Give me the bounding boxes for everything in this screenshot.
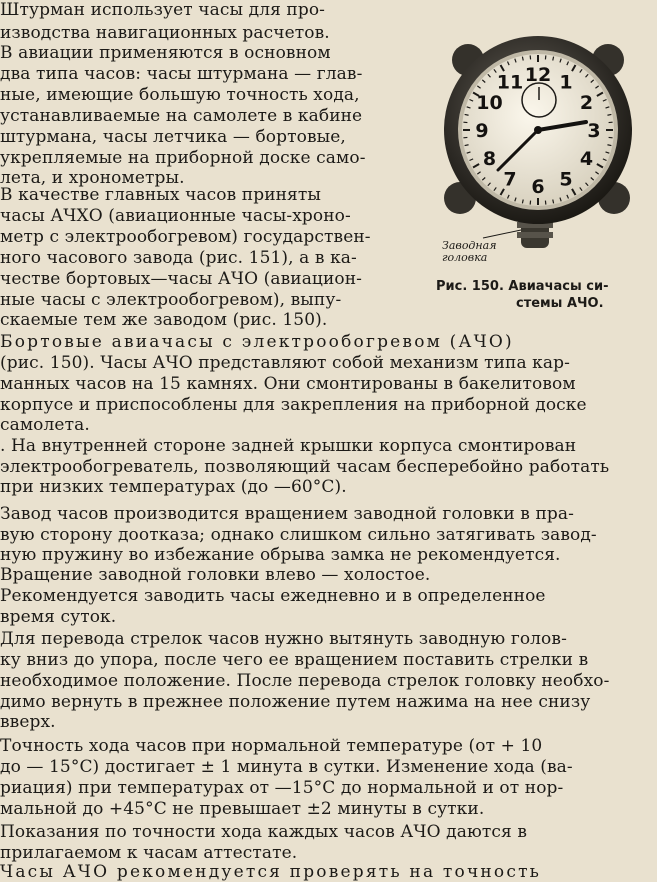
text-line: Для перевода стрелок часов нужно вытянуть заводную голов- [0, 629, 648, 649]
text-line: В авиации применяются в основном [0, 43, 418, 63]
dial-tick [465, 114, 469, 115]
text-line: до — 15°С) достигает ± 1 минута в сутки. Изменение хода (ва- [0, 757, 648, 777]
text-line: ного часового завода (рис. 151), а в ка- [0, 248, 418, 268]
dial-tick [465, 145, 469, 146]
text-line: самолета. [0, 415, 648, 435]
dial-tick [522, 199, 523, 203]
dial-numeral: 3 [587, 120, 600, 142]
dial-numeral: 5 [559, 168, 572, 190]
text-line: вую сторону доотказа; однако слишком сильно затягивать завод- [0, 525, 648, 545]
text-line: ные часы с электрообогревом), выпу- [0, 290, 418, 310]
dial-numeral: 7 [503, 168, 516, 190]
text-line: при низких температурах (до —60°С). [0, 477, 648, 497]
dial-numeral: 6 [531, 176, 544, 198]
crown-label-line: Заводная [442, 240, 522, 252]
dial-tick [607, 114, 611, 115]
text-line: ку вниз до упора, после чего ее вращением поставить стрелки в [0, 650, 648, 670]
figure-caption [436, 278, 656, 312]
crown-label-line: головка [442, 252, 522, 264]
text-line: Точность хода часов при нормальной температуре (от + 10 [0, 736, 648, 756]
text-line: укрепляемые на приборной доске само- [0, 148, 418, 168]
caption-line: стемы АЧО. [436, 295, 656, 312]
text-line: Рекомендуется заводить часы ежедневно и в определенное [0, 586, 648, 606]
text-line: электрообогреватель, позволяющий часам бесперебойно работать [0, 457, 648, 477]
text-line: устанавливаемые на самолете в кабине [0, 106, 418, 126]
caption-line: Рис. 150. Авиачасы си- [436, 278, 656, 295]
dial-numeral: 12 [525, 64, 551, 86]
text-line: Часы АЧО рекомендуется проверять на точность [0, 862, 648, 882]
text-line: честве бортовых—часы АЧО (авиацион- [0, 269, 418, 289]
text-line: Показания по точности хода каждых часов АЧО даются в [0, 822, 648, 842]
dial-numeral: 11 [497, 72, 523, 94]
text-line: (рис. 150). Часы АЧО представляют собой механизм типа кар- [0, 353, 648, 373]
dial-tick [553, 199, 554, 203]
text-line: изводства навигационных расчетов. [0, 23, 418, 43]
dial-numeral: 8 [483, 148, 496, 170]
text-line: скаемые тем же заводом (рис. 150). [0, 310, 418, 330]
dial-numeral: 10 [476, 92, 502, 114]
text-line: часы АЧХО (авиационные часы-хроно- [0, 206, 418, 226]
text-line: мальной до +45°С не превышает ±2 минуты в сутки. [0, 799, 648, 819]
text-line: ную пружину во избежание обрыва замка не рекомендуется. [0, 545, 648, 565]
text-line: манных часов на 15 камнях. Они смонтированы в бакелитовом [0, 374, 648, 394]
section-heading-line: Бортовые авиачасы с электрообогревом (АЧО) [0, 332, 648, 352]
text-line: Завод часов производится вращением заводной головки в пра- [0, 504, 648, 524]
text-line: корпусе и приспособлены для закрепления на приборной доске [0, 395, 648, 415]
text-line: Штурман использует часы для про- [0, 0, 418, 20]
dial-numeral: 2 [580, 92, 593, 114]
text-line: вверх. [0, 712, 648, 732]
clock-figure [428, 30, 650, 280]
text-line: необходимое положение. После перевода стрелок головку необхо- [0, 671, 648, 691]
text-line: время суток. [0, 607, 648, 627]
dial-numeral: 9 [475, 120, 488, 142]
crown-label [442, 240, 522, 264]
text-line: . На внутренней стороне задней крышки корпуса смонтирован [0, 436, 648, 456]
text-line: лета, и хронометры. [0, 168, 418, 188]
dial-numeral: 1 [559, 72, 572, 94]
text-line: два типа часов: часы штурмана — глав- [0, 64, 418, 84]
text-line: Вращение заводной головки влево — холостое. [0, 565, 648, 585]
text-line: штурмана, часы летчика — бортовые, [0, 127, 418, 147]
text-line: ные, имеющие большую точность хода, [0, 85, 418, 105]
text-line: димо вернуть в прежнее положение путем нажима на нее снизу [0, 692, 648, 712]
dial-tick [607, 145, 611, 146]
dial-tick [522, 57, 523, 61]
text-line: В качестве главных часов приняты [0, 185, 418, 205]
text-line: прилагаемом к часам аттестате. [0, 843, 648, 863]
text-line: метр с электрообогревом) государствен- [0, 227, 418, 247]
dial-numeral: 4 [580, 148, 593, 170]
dial-tick [553, 57, 554, 61]
text-line: риация) при температурах от —15°С до нормальной и от нор- [0, 778, 648, 798]
